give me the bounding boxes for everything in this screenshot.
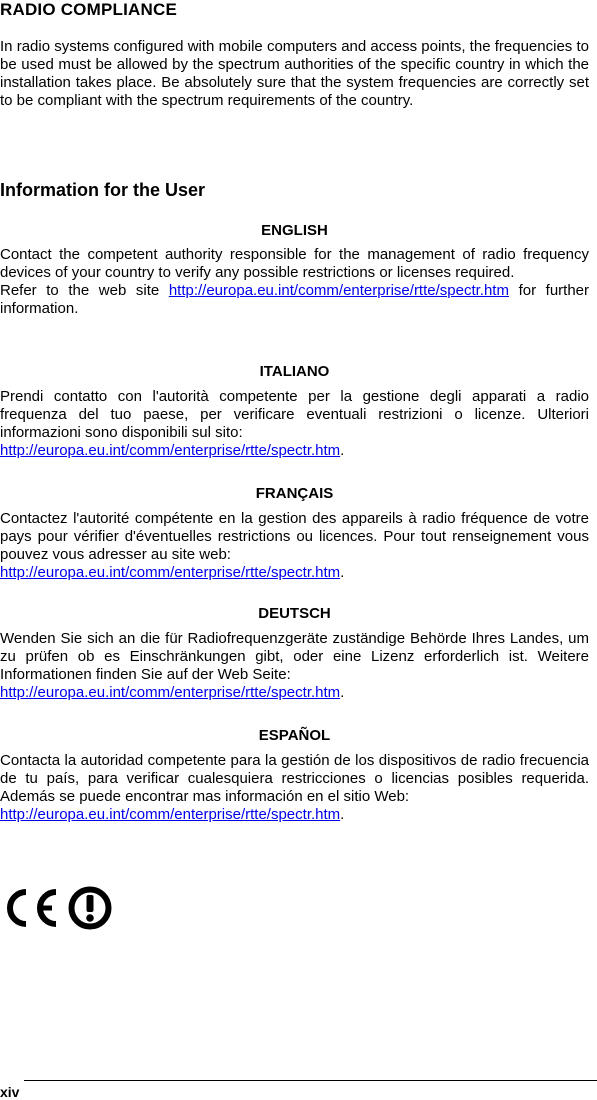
- deutsch-text: Wenden Sie sich an die für Radiofrequenzgeräte zuständige Behörde Ihres Landes, um zu prüfen ob es Einschränkungen gibt, oder eine Lizenz erforderlich ist. Weitere Informationen finden Sie auf der Web Seite:: [0, 630, 589, 683]
- spectrum-link-english[interactable]: http://europa.eu.int/comm/enterprise/rtte/spectr.htm: [168, 282, 509, 299]
- espanol-period: .: [340, 806, 345, 823]
- francais-period: .: [340, 564, 345, 581]
- page-number: xiv: [0, 1084, 20, 1100]
- compliance-marks: [0, 884, 130, 932]
- italiano-period: .: [340, 442, 345, 459]
- heading-italiano: ITALIANO: [259, 363, 330, 380]
- ce-mark-icon: [10, 892, 56, 924]
- heading-francais: FRANÇAIS: [255, 485, 334, 502]
- francais-text: Contactez l'autorité compétente en la gestion des appareils à radio fréquence de votre pays pour vérifier d'éventuelles restrictions ou licences. Pour tout renseignement vous pouvez vous adresser au site web:: [0, 510, 589, 563]
- spectrum-link-italiano[interactable]: http://europa.eu.int/comm/enterprise/rtte/spectr.htm: [0, 442, 341, 459]
- deutsch-paragraph: [0, 630, 589, 702]
- deutsch-period: .: [340, 684, 345, 701]
- alert-class2-icon: [72, 890, 109, 927]
- intro-paragraph: In radio systems configured with mobile computers and access points, the frequencies to be used must be allowed by the spectrum authorities of the specific country in which the installation takes place. Be absolutely sure that the system frequencies are correctly set to be compliant with the spectrum requirements of the country.: [0, 38, 589, 109]
- footer-rule: [24, 1080, 597, 1081]
- english-text-2-suffix: for further information.: [0, 282, 590, 317]
- espanol-text: Contacta la autoridad competente para la gestión de los dispositivos de radio frecuencia de tu país, para verificar cualesquiera restricciones o licencias posibles requerida. Además se puede encontrar mas información en el sitio Web:: [0, 752, 589, 805]
- compliance-marks-graphic: [0, 884, 130, 932]
- italiano-paragraph: [0, 388, 589, 460]
- heading-deutsch: DEUTSCH: [258, 605, 331, 622]
- italiano-text: Prendi contatto con l'autorità competente per la gestione degli apparati a radio frequenza del tuo paese, per verificare eventuali restrizioni o licenze. Ulteriori informazioni sono disponibili sul sito:: [0, 388, 589, 441]
- spectrum-link-espanol[interactable]: http://europa.eu.int/comm/enterprise/rtte/spectr.htm: [0, 806, 341, 823]
- spectrum-link-francais[interactable]: http://europa.eu.int/comm/enterprise/rtte/spectr.htm: [0, 564, 341, 581]
- english-text-2-prefix: Refer to the web site: [0, 282, 160, 299]
- heading-espanol: ESPAÑOL: [258, 727, 331, 744]
- section-title: Information for the User: [0, 180, 206, 200]
- francais-paragraph: [0, 510, 589, 582]
- heading-english: ENGLISH: [261, 222, 328, 239]
- espanol-paragraph: [0, 752, 589, 824]
- english-paragraph: [0, 246, 589, 318]
- english-text-1: Contact the competent authority responsible for the management of radio frequency devices of your country to verify any possible restrictions or licenses required.: [0, 246, 589, 281]
- page-title: RADIO COMPLIANCE: [0, 0, 177, 19]
- spectrum-link-deutsch[interactable]: http://europa.eu.int/comm/enterprise/rtte/spectr.htm: [0, 684, 341, 701]
